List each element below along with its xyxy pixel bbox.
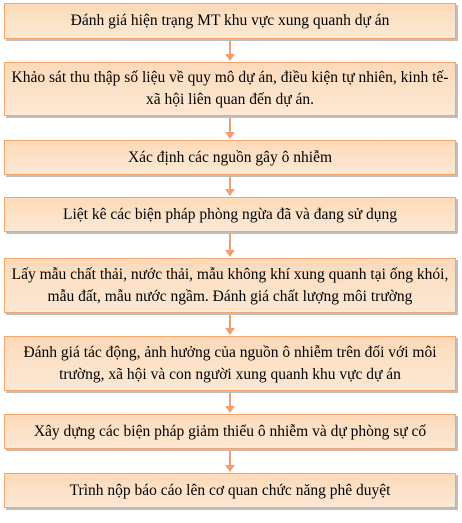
arrow-1-head bbox=[225, 54, 235, 61]
step-3-text: Xác định các nguồn gây ô nhiễm bbox=[127, 148, 333, 166]
arrow-7-line bbox=[229, 451, 231, 466]
step-6-box bbox=[4, 336, 456, 391]
arrow-6-line bbox=[229, 393, 231, 407]
arrow-2-line bbox=[229, 118, 231, 133]
step-1-box bbox=[4, 3, 456, 39]
arrow-7-head bbox=[225, 465, 235, 472]
arrow-4-head bbox=[225, 250, 235, 257]
step-4-box bbox=[4, 197, 456, 232]
arrow-3-to-4 bbox=[225, 177, 235, 196]
arrow-3-head bbox=[225, 189, 235, 196]
step-7-box bbox=[4, 414, 456, 449]
arrow-1-to-2 bbox=[225, 41, 235, 61]
step-8-text: Trình nộp báo cáo lên cơ quan chức năng phê duyệt bbox=[69, 481, 391, 499]
arrow-2-head bbox=[225, 132, 235, 139]
step-4-text: Liệt kê các biện pháp phòng ngừa đã và đang sử dụng bbox=[62, 205, 398, 223]
step-2-box bbox=[4, 62, 456, 116]
arrow-4-line bbox=[229, 234, 231, 251]
arrow-6-to-7 bbox=[225, 393, 235, 413]
arrow-5-line bbox=[229, 315, 231, 329]
step-7-text: Xây dựng các biện pháp giảm thiểu ô nhiễm và dự phòng sự cố bbox=[33, 422, 427, 440]
arrow-4-to-5 bbox=[225, 234, 235, 257]
arrow-7-to-8 bbox=[225, 451, 235, 472]
step-1-text: Đánh giá hiện trạng MT khu vực xung quanh dự án bbox=[70, 12, 390, 29]
step-2-text: Khảo sát thu thập số liệu về quy mô dự án, điều kiện tự nhiên, kinh tế-xã hội liên quan đến dự án. bbox=[11, 69, 449, 108]
arrow-6-head bbox=[225, 406, 235, 413]
arrow-5-to-6 bbox=[225, 315, 235, 335]
step-5-box bbox=[4, 258, 456, 313]
arrow-5-head bbox=[225, 328, 235, 335]
arrow-2-to-3 bbox=[225, 118, 235, 139]
arrow-1-line bbox=[229, 41, 231, 55]
step-8-box bbox=[4, 473, 456, 508]
step-6-text: Đánh giá tác động, ảnh hưởng của nguồn ô nhiễm trên đối với môi trường, xã hội và con người xung quanh khu vực dự án bbox=[23, 343, 437, 383]
step-5-text: Lấy mẫu chất thải, nước thải, mẫu không khí xung quanh tại ống khói, mẫu đất, mẫu nước ngầm. Đánh giá chất lượng môi trường bbox=[11, 265, 449, 305]
step-3-box bbox=[4, 140, 456, 175]
